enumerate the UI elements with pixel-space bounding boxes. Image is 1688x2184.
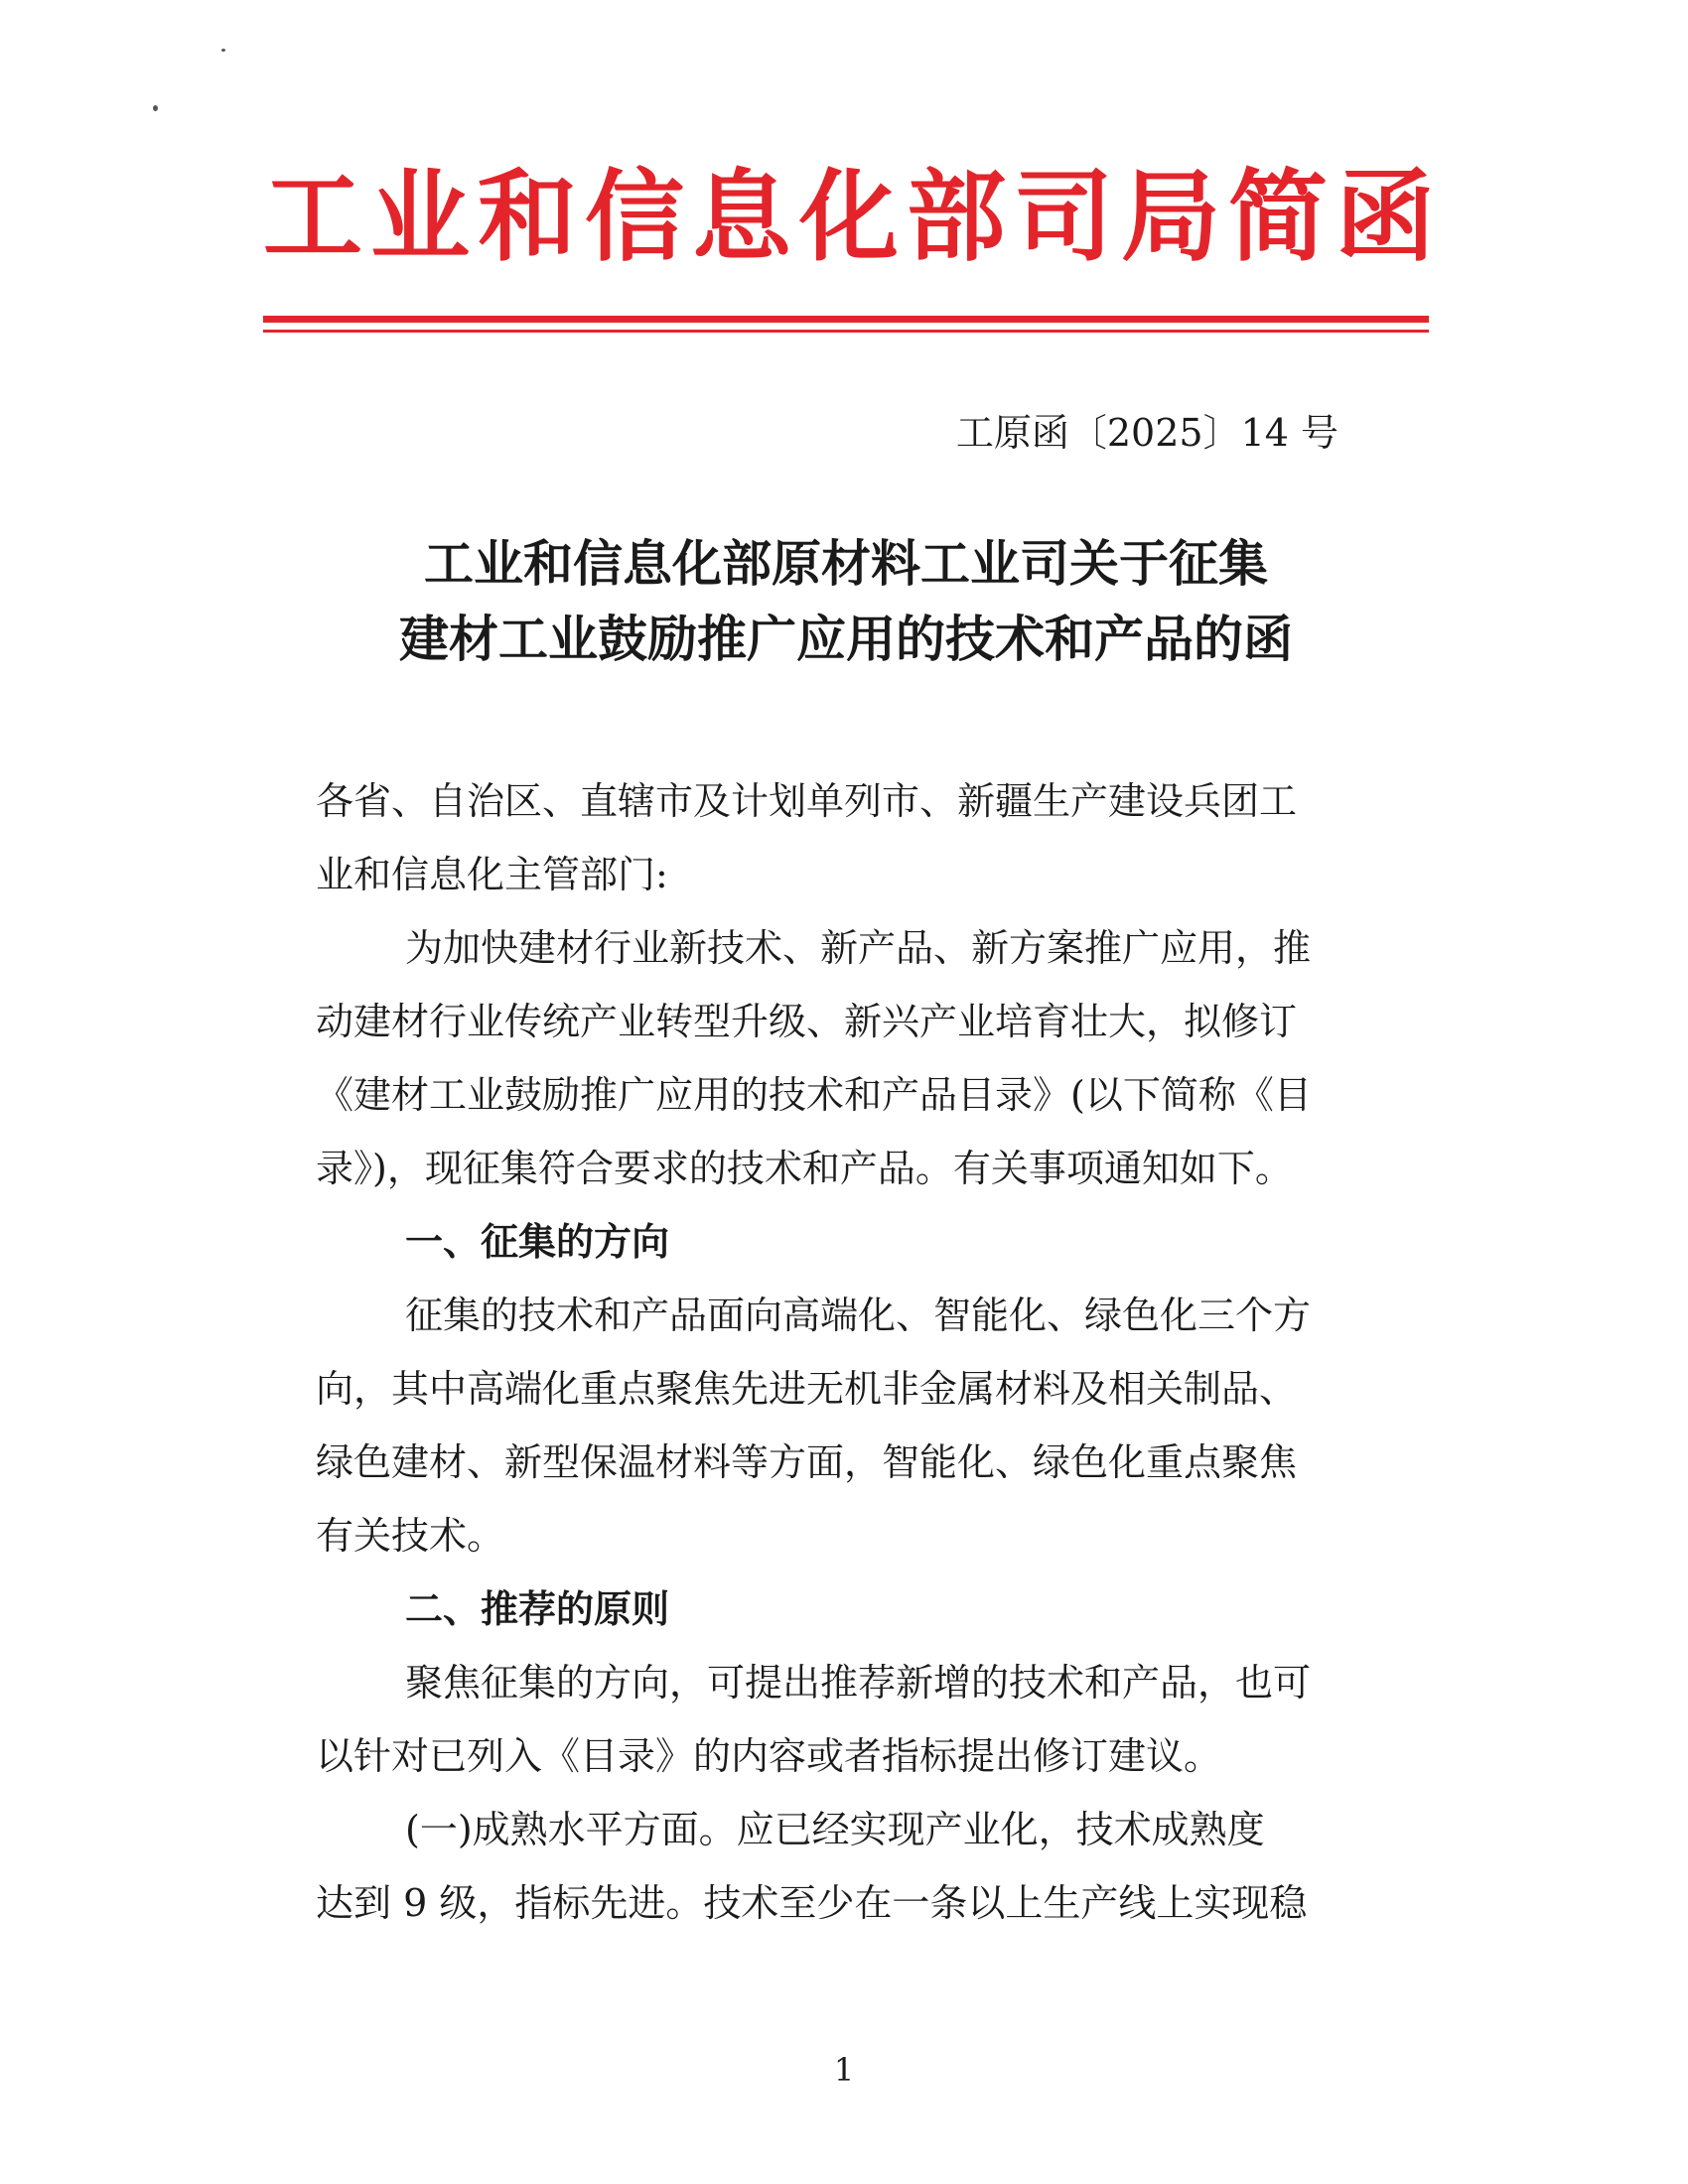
paragraph-2-line-1: 征集的技术和产品面向高端化、智能化、绿色化三个方 <box>405 1294 1312 1337</box>
paragraph-2-line-3: 绿色建材、新型保温材料等方面，智能化、绿色化重点聚焦 <box>316 1440 1298 1484</box>
letterhead-rule-thick <box>263 316 1429 323</box>
document-title-line-1: 工业和信息化部原材料工业司关于征集 <box>424 534 1268 593</box>
letterhead-rule-thin <box>263 330 1429 333</box>
addressee-line-1: 各省、自治区、直辖市及计划单列市、新疆生产建设兵团工 <box>316 779 1298 823</box>
document-number: 工原函〔2025〕14 号 <box>955 411 1338 455</box>
paragraph-4-line-2: 达到 9 级，指标先进。技术至少在一条以上生产线上实现稳 <box>316 1881 1308 1925</box>
paragraph-4-line-1: (一)成熟水平方面。应已经实现产业化，技术成熟度 <box>405 1808 1265 1851</box>
scan-speck <box>153 105 158 111</box>
section-heading-1: 一、征集的方向 <box>405 1220 670 1264</box>
document-title-line-2: 建材工业鼓励推广应用的技术和产品的函 <box>399 610 1293 668</box>
paragraph-1-line-2: 动建材行业传统产业转型升级、新兴产业培育壮大，拟修订 <box>316 1000 1298 1043</box>
letterhead-title: 工业和信息化部司局简函 <box>263 158 1443 275</box>
paragraph-2-line-4: 有关技术。 <box>316 1514 505 1558</box>
paragraph-1-line-1: 为加快建材行业新技术、新产品、新方案推广应用，推 <box>405 926 1312 970</box>
paragraph-3-line-2: 以针对已列入《目录》的内容或者指标提出修订建议。 <box>316 1734 1222 1778</box>
paragraph-1-line-4: 录》)，现征集符合要求的技术和产品。有关事项通知如下。 <box>316 1147 1293 1190</box>
paragraph-2-line-2: 向，其中高端化重点聚焦先进无机非金属材料及相关制品、 <box>316 1367 1298 1411</box>
section-heading-2: 二、推荐的原则 <box>405 1587 670 1631</box>
paragraph-1-line-3: 《建材工业鼓励推广应用的技术和产品目录》(以下简称《目 <box>316 1073 1312 1117</box>
scan-speck <box>221 49 225 52</box>
page-number: 1 <box>833 2051 855 2089</box>
paragraph-3-line-1: 聚焦征集的方向，可提出推荐新增的技术和产品，也可 <box>405 1661 1312 1705</box>
addressee-line-2: 业和信息化主管部门: <box>316 853 668 896</box>
